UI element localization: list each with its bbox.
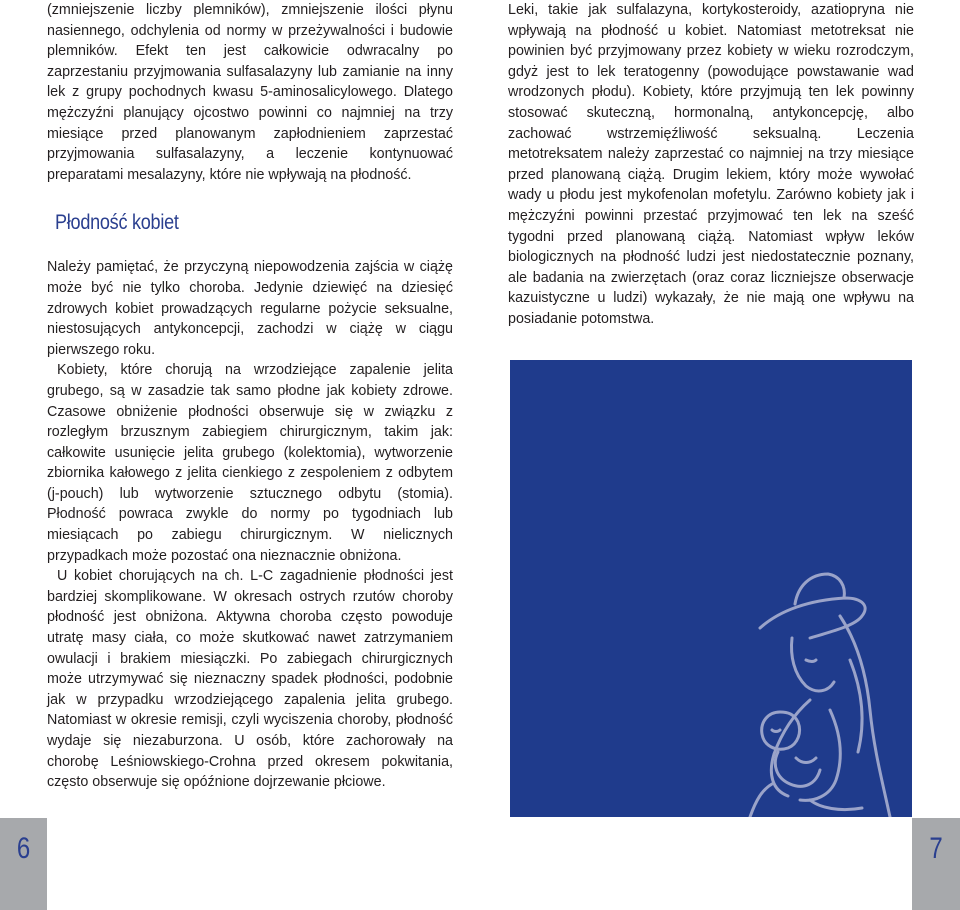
body-paragraph: U kobiet chorujących na ch. L-C zagadnienie płodności jest bardziej skomplikowane. W okresach ostrych rzutów choroby płodność jest obniżona. Aktywna choroba często powoduje utratę masy ciała, co może skutkować nawet zatrzymaniem owulacji i brakiem miesiączki. Po zabiegach chirurgicznych może utrzymywać się nieznaczny spadek płodności, podobnie jak w przypadku wrzodziejącego zapalenia jelita grubego. Natomiast w okresie remisji, czyli wyciszenia choroby, płodność wydaje się niezaburzona. U osób, które zachorowały na chorobę Leśniowskiego-Crohna przed okresem pokwitania, często obserwuje się opóźnione dojrzewanie płciowe.	[47, 568, 453, 791]
section-heading: Płodność kobiet	[55, 211, 179, 235]
right-page	[480, 0, 960, 910]
page-number-tab	[912, 818, 960, 910]
body-paragraph: Należy pamiętać, że przyczyną niepowodzenia zajścia w ciążę może być nie tylko choroba. Jedynie dziewięć na dziesięć zdrowych kobiet prowadzących regularne pożycie seksualne, niestosujących antykoncepcji, zachodzi w ciążę w ciągu pierwszego roku.	[47, 259, 453, 358]
body-paragraph: Leki, takie jak sulfalazyna, kortykosteroidy, azatiopryna nie wpływają na płodność u kobiet. Natomiast metotreksat nie powinien być przyjmowany przez kobiety w wieku rozrodczym, gdyż jest to lek teratogenny (powodujące powstawanie wad wrodzonych płodu). Kobiety, które przyjmują ten lek powinny stosować skuteczną, hormonalną, antykoncepcję, albo zachować wstrzemięźliwość seksualną. Leczenia metotreksatem należy zaprzestać co najmniej na trzy miesiące przed planowaną ciążą. Drugim lekiem, który może wywołać wady u płodu jest mykofenolan mofetylu. Zarówno kobiety jak i mężczyźni powinni przestać przyjmować ten lek na sześć tygodni przed planowaną ciążą. Natomiast wpływ leków biologicznych na płodność ludzi jest niedostatecznie poznany, ale badania na zwierzętach (oraz coraz liczniejsze obserwacje kazuistyczne u ludzi) wykazały, że nie mają one wpływu na posiadanie potomstwa.	[508, 2, 914, 327]
mother-and-child-illustration-icon	[510, 360, 912, 817]
left-text-column	[47, 0, 453, 793]
page-number-tab	[0, 818, 47, 910]
page-number: 6	[16, 832, 31, 865]
intro-paragraph: (zmniejszenie liczby plemników), zmniejszenie ilości płynu nasiennego, odchylenia od normy w przeżywalności i budowie plemników. Efekt ten jest całkowicie odwracalny po zaprzestaniu przyjmowania sulfasalazyny lub zamianie na inny lek z grupy pochodnych kwasu 5-aminosalicylowego. Dlatego mężczyźni planujący ojcostwo powinni co najmniej na trzy miesiące przed planowanym zapłodnieniem zaprzestać przyjmowania sulfasalazyny, a leczenie kontynuować preparatami mesalazyny, które nie wpływają na płodność.	[47, 2, 453, 183]
illustration-panel	[510, 360, 912, 817]
body-paragraph: Kobiety, które chorują na wrzodziejące zapalenie jelita grubego, są w zasadzie tak samo płodne jak kobiety zdrowe. Czasowe obniżenie płodności obserwuje się w związku z rozległym brzusznym zabiegiem chirurgicznym, takim jak: całkowite usunięcie jelita grubego (kolektomia), wytworzenie zbiornika kałowego z jelita cienkiego z zespoleniem z odbytem (j-pouch) lub wytworzenie sztucznego odbytu (stomia). Płodność powraca zwykle do normy po tygodniach lub miesiącach po zabiegu chirurgicznym. W nielicznych przypadkach może pozostać ona nieznacznie obniżona.	[47, 362, 453, 564]
page-number: 7	[929, 832, 943, 865]
right-text-column	[508, 0, 914, 330]
